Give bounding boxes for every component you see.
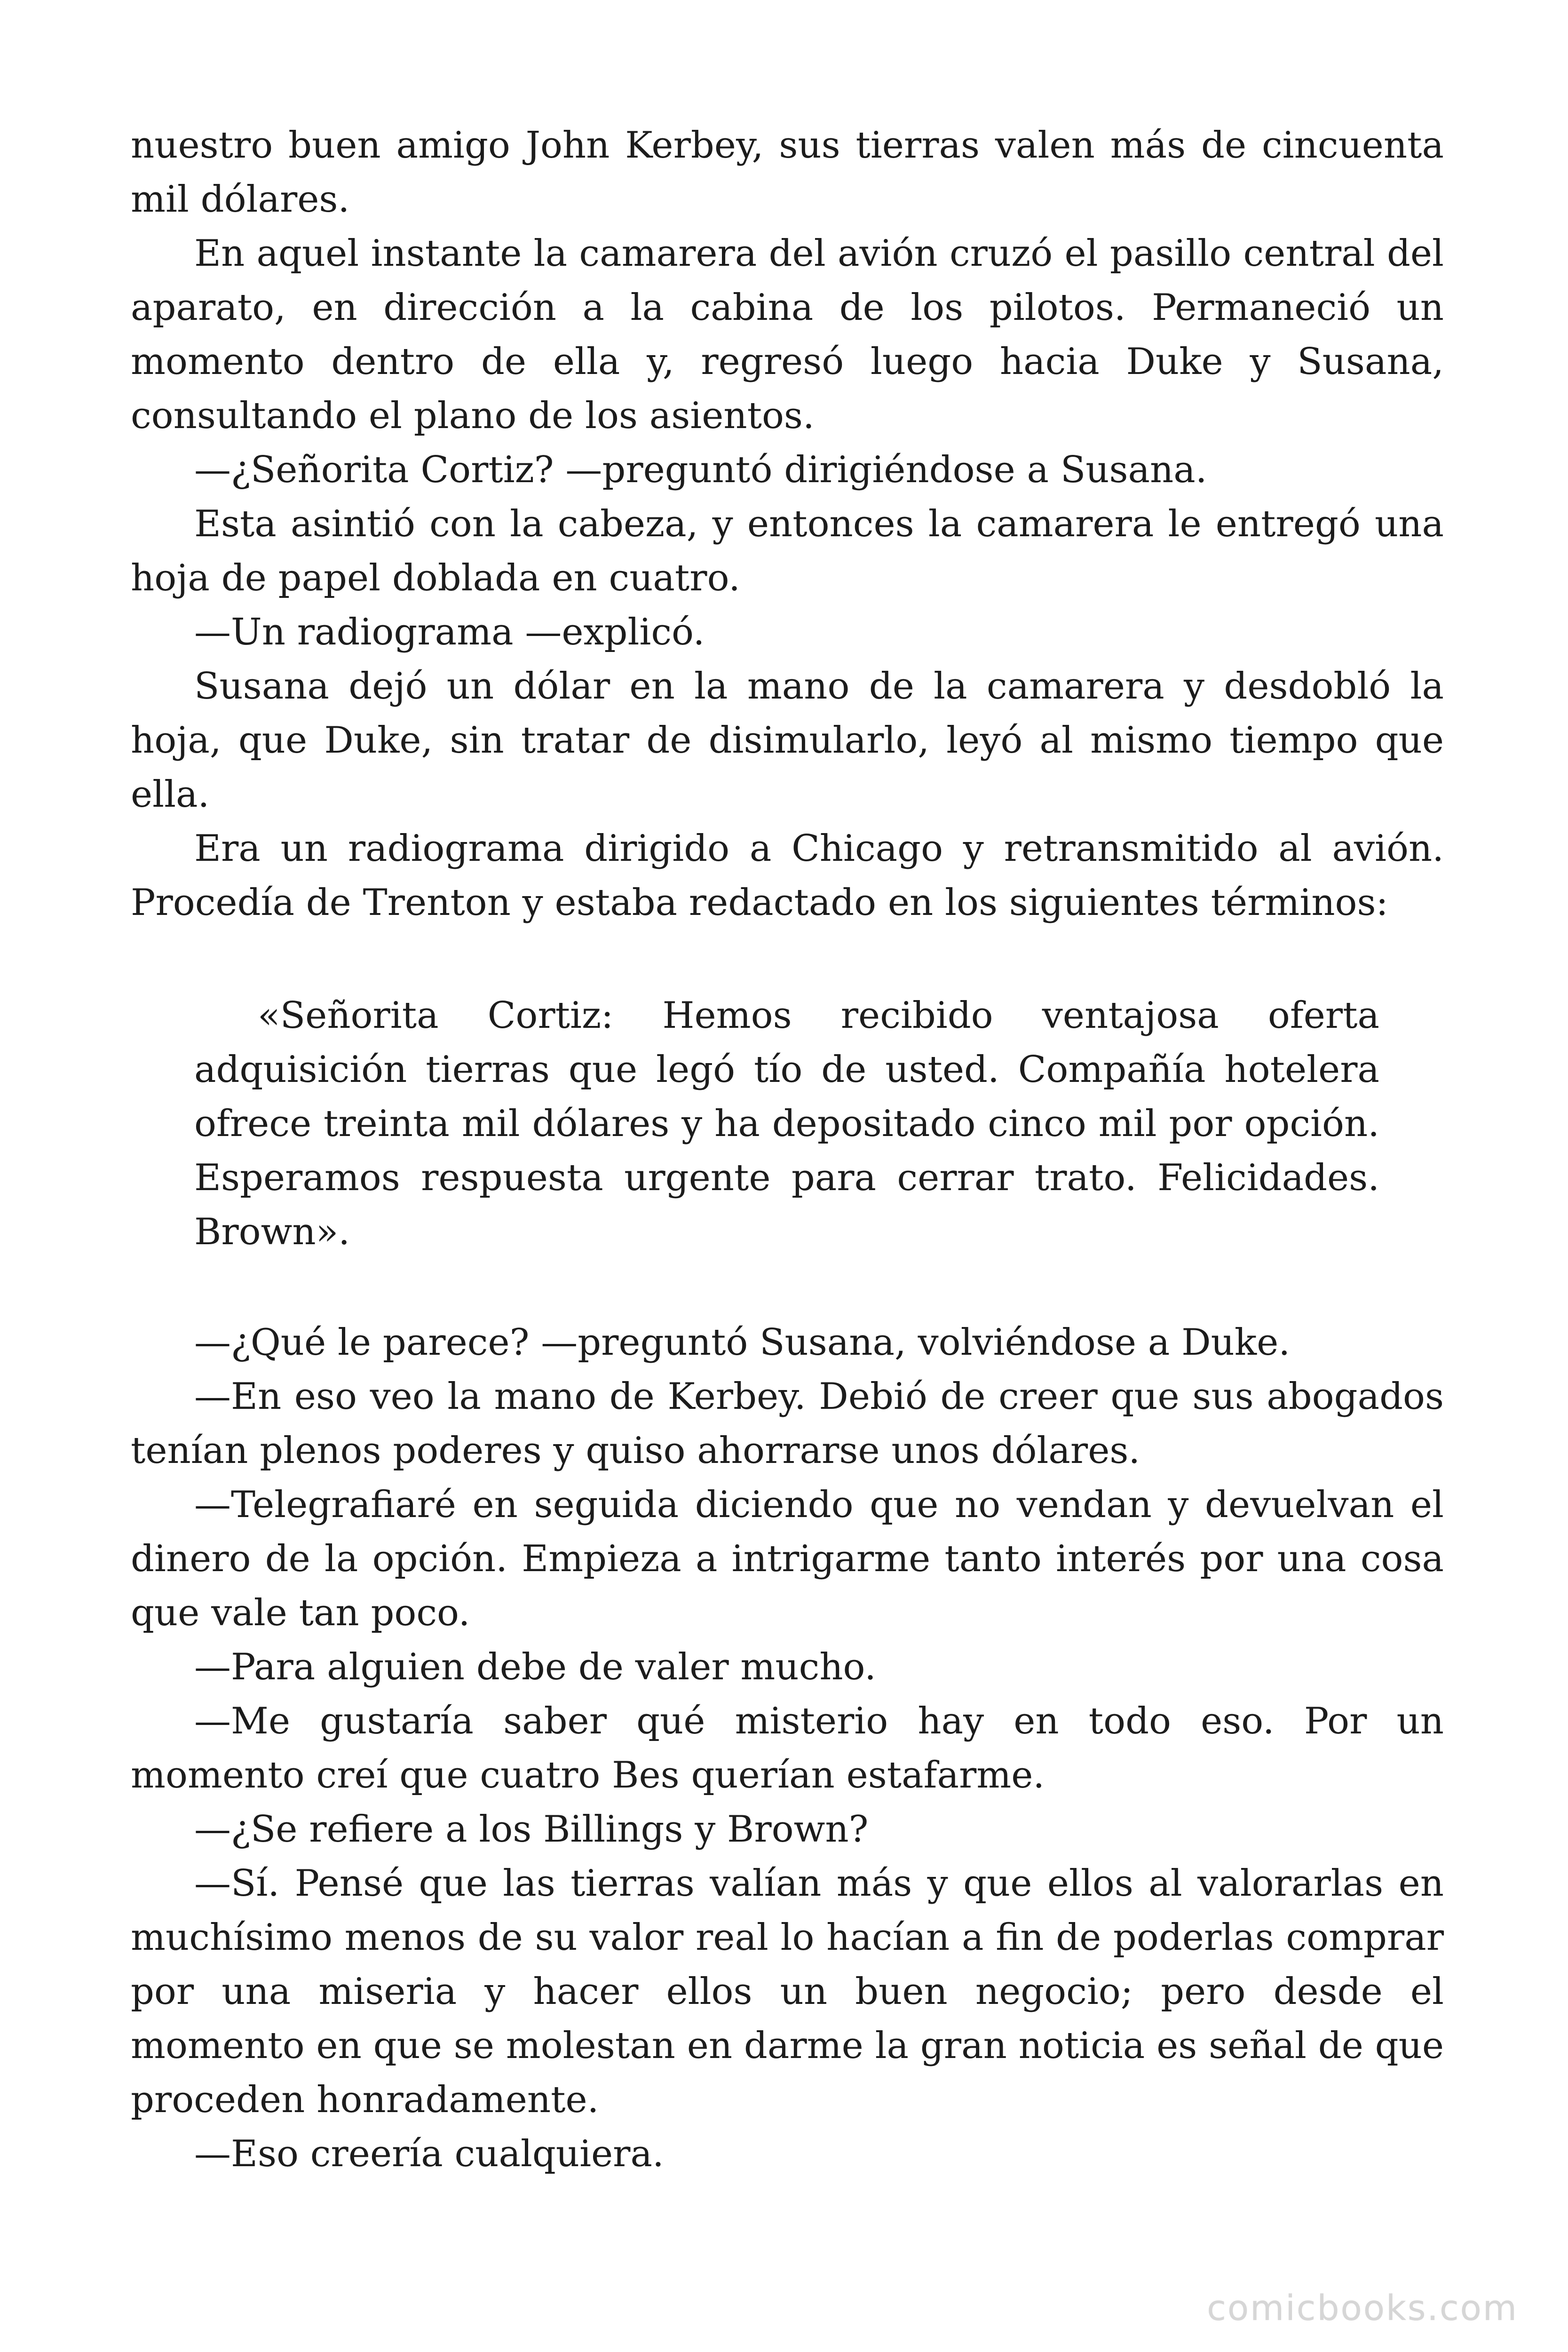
paragraph: En aquel instante la camarera del avión cruzó el pasillo central del aparato, en dirección a la cabina de los pilotos. Permaneció un momento dentro de ella y, regresó luego hacia Duke y Susana, consultando el plano de los asientos.: [131, 232, 1444, 437]
paragraph: —Me gustaría saber qué misterio hay en todo eso. Por un momento creí que cuatro Bes querían estafarme.: [131, 1700, 1444, 1796]
paragraph: —¿Señorita Cortiz? —preguntó dirigiéndose a Susana.: [194, 449, 1207, 491]
paragraph: Susana dejó un dólar en la mano de la camarera y desdobló la hoja, que Duke, sin tratar de disimularlo, leyó al mismo tiempo que ella.: [131, 665, 1444, 816]
paragraph: Esta asintió con la cabeza, y entonces la camarera le entregó una hoja de papel doblada en cuatro.: [131, 503, 1444, 599]
paragraph: —Un radiograma —explicó.: [194, 611, 705, 653]
paragraph: —¿Se refiere a los Billings y Brown?: [194, 1808, 869, 1851]
radiogram-quote: «Señorita Cortiz: Hemos recibido ventajosa oferta adquisición tierras que legó tío de usted. Compañía hotelera ofrece treinta mil dólares y ha depositado cinco mil por opción. Esperamos respuesta urgente para cerrar trato. Felicidades. Brown».: [194, 994, 1379, 1253]
paragraph: —En eso veo la mano de Kerbey. Debió de creer que sus abogados tenían plenos poderes y quiso ahorrarse unos dólares.: [131, 1375, 1444, 1472]
radiogram-quote-block: [131, 930, 1444, 1316]
paragraph: —¿Qué le parece? —preguntó Susana, volviéndose a Duke.: [194, 1321, 1291, 1364]
paragraph: Era un radiograma dirigido a Chicago y retransmitido al avión. Procedía de Trenton y estaba redactado en los siguientes términos:: [131, 827, 1444, 924]
body-text: [131, 119, 1444, 2181]
paragraph: nuestro buen amigo John Kerbey, sus tierras valen más de cincuenta mil dólares.: [131, 124, 1444, 221]
paragraph: —Eso creería cualquiera.: [194, 2133, 664, 2175]
paragraph: —Telegrafiaré en seguida diciendo que no vendan y devuelvan el dinero de la opción. Empieza a intrigarme tanto interés por una cosa que vale tan poco.: [131, 1484, 1444, 1634]
paragraph: —Para alguien debe de valer mucho.: [194, 1646, 876, 1688]
paragraph: —Sí. Pensé que las tierras valían más y que ellos al valorarlas en muchísimo menos de su valor real lo hacían a fin de poderlas comprar por una miseria y hacer ellos un buen negocio; pero desde el momento en que se molestan en darme la gran noticia es señal de que proceden honradamente.: [131, 1862, 1444, 2121]
watermark: comicbooks.com: [1207, 2288, 1518, 2328]
